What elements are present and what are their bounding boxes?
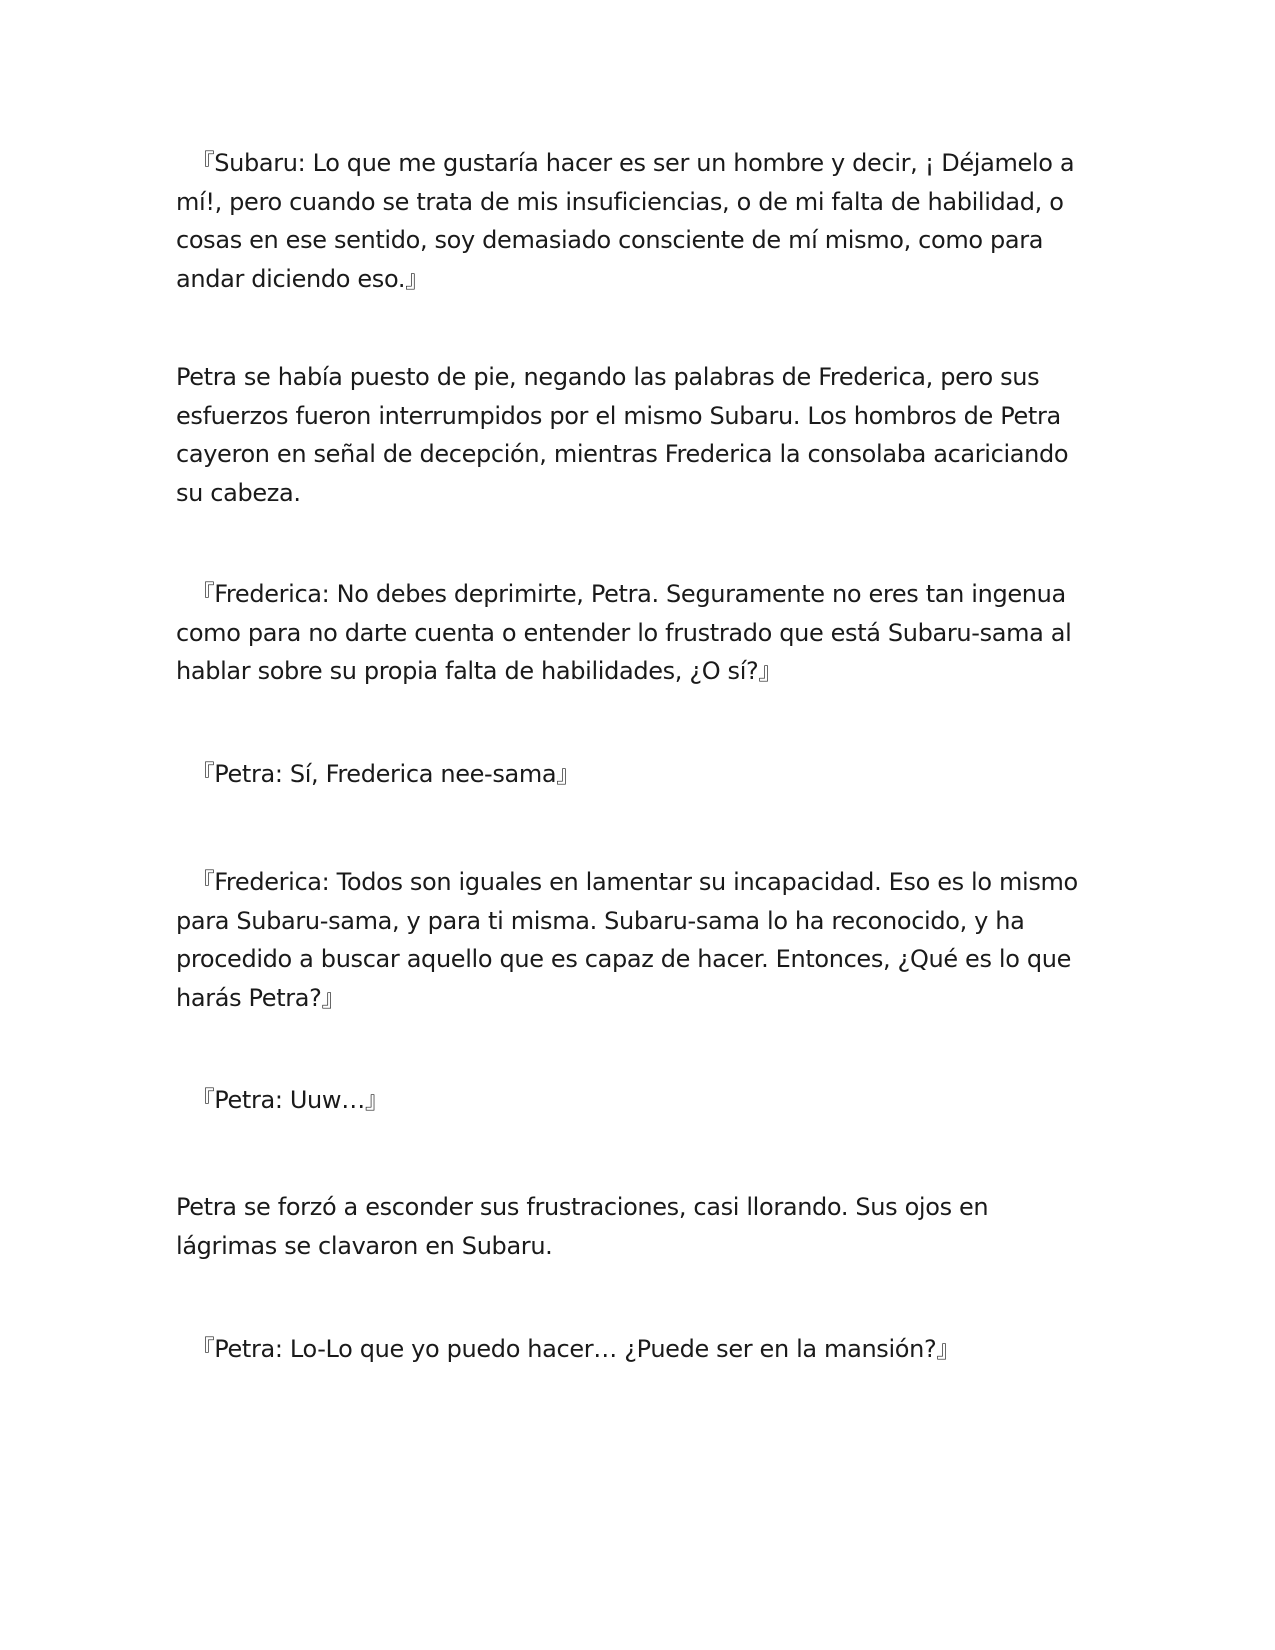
paragraph-petra-question: 『Petra: Lo-Lo que yo puedo hacer… ¿Puede ser en la mansión?』: [176, 1335, 961, 1363]
paragraph-petra-narration: Petra se había puesto de pie, negando las palabras de Frederica, pero sus esfuerzos fueron interrumpidos por el mismo Subaru. Los hombros de Petra cayeron en señal de decepción, mientras Frederica la consolaba acariciando su cabeza.: [176, 363, 1076, 507]
paragraph-petra-uuw: 『Petra: Uuw…』: [176, 1086, 389, 1114]
paragraph-petra-tears: Petra se forzó a esconder sus frustraciones, casi llorando. Sus ojos en lágrimas se clavaron en Subaru.: [176, 1193, 996, 1260]
paragraph-subaru-dialogue: 『Subaru: Lo que me gustaría hacer es ser un hombre y decir, ¡ Déjamelo a mí!, pero cuando se trata de mis insuficiencias, o de mi falta de habilidad, o cosas en ese sentido, soy demasiado consciente de mí mismo, como para andar diciendo eso.』: [176, 149, 1082, 293]
paragraph-frederica-speech: 『Frederica: Todos son iguales en lamentar su incapacidad. Eso es lo mismo para Subaru-sama, y para ti misma. Subaru-sama lo ha reconocido, y ha procedido a buscar aquello que es capaz de hacer. Entonces, ¿Qué es lo que harás Petra?』: [176, 868, 1086, 1012]
paragraph-petra-reply: 『Petra: Sí, Frederica nee-sama』: [176, 760, 580, 788]
paragraph-frederica-dialogue: 『Frederica: No debes deprimirte, Petra. Seguramente no eres tan ingenua como para no darte cuenta o entender lo frustrado que está Subaru-sama al hablar sobre su propia falta de habilidades, ¿O sí?』: [176, 580, 1079, 685]
